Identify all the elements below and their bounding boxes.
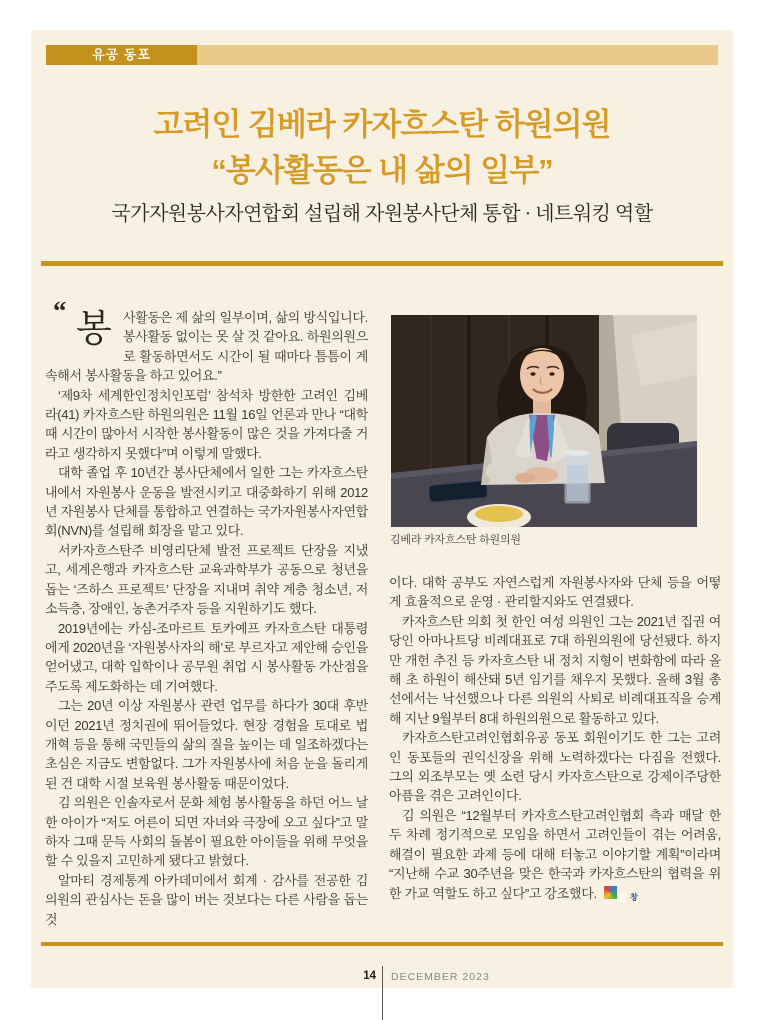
photo-caption: 김베라 카자흐스탄 하원의원: [390, 534, 521, 546]
article-paragraph: 대학 졸업 후 10년간 봉사단체에서 일한 그는 카자흐스탄 내에서 자원봉사 운동을 발전시키고 대중화하기 위해 2012년 자원봉사 단체를 통합하고 연결하는 국가자원봉사자연합회(NVN)를 설립해 회장을 맡고 있다.: [45, 465, 369, 539]
right-column: [389, 573, 721, 903]
issue-date: DECEMBER 2023: [391, 971, 490, 983]
open-quote-mark: “: [53, 296, 67, 326]
article-paragraph: ‘제9차 세계한인정치인포럼’ 참석차 방한한 고려인 김베라(41) 카자흐스탄 하원의원은 11월 16일 언론과 만나 “대학 때 시간이 많아서 시작한 봉사활동이 많은 것을 가져다줄 거라고 생각하지 못했다”며 이렇게 말했다.: [45, 387, 368, 461]
page-number: 14: [363, 970, 376, 982]
article-paragraph: 카자흐스탄 의회 첫 한인 여성 의원인 그는 2021년 집권 여당인 아마나트당 비례대표로 7대 하원의원에 당선됐다. 하지만 개헌 추진 등 카자흐스탄 내 정치 지형이 변화함에 따라 올해 초 하원이 해산돼 5년 임기를 채우지 못했다. 올해 3월 총선에서는 낙선했으나 다른 의원의 사퇴로 비례대표직을 승계해 지난 9월부터 8대 하원의원으로 활동하고 있다.: [389, 613, 721, 726]
article-title-line1: 고려인 김베라 카자흐스탄 하원의원: [153, 107, 611, 142]
end-mark-logo-icon: 창: [604, 886, 617, 899]
paragraph-text: 사활동은 제 삶의 일부이며, 삶의 방식입니다. 봉사활동 없이는 못 살 것 같아요. 하원의원으로 활동하면서도 시간이 될 때마다 틈틈이 계속해서 봉사활동을 하고 있어요.”: [45, 310, 368, 384]
article-paragraph: 김 의원은 인솔자로서 문화 체험 봉사활동을 하던 어느 날 한 아이가 “저도 어른이 되면 자녀와 극장에 오고 싶다”고 말하자 그때 문득 사회의 돌봄이 필요한 아이들을 위해 무엇을 할 수 있을지 고민하게 됐다고 밝혔다.: [45, 795, 368, 869]
drop-cap-character: 봉: [76, 308, 112, 349]
article-header: [31, 102, 733, 227]
footer-divider: [382, 966, 383, 1020]
top-divider: [41, 261, 723, 266]
article-paragraph: 카자흐스탄고려인협회유공 동포 회원이기도 한 그는 고려인 동포들의 권익신장을 위해 노력하겠다는 다짐을 전했다. 그의 외조부모는 옛 소련 당시 카자흐스탄으로 강제이주당한 아픔을 겪은 고려인이다.: [389, 730, 721, 804]
article-paragraph: 서카자흐스탄주 비영리단체 발전 프로젝트 단장을 지냈고, 세계은행과 카자흐스탄 교육과학부가 공동으로 청년을 돕는 ‘즈하스 프로젝트’ 단장을 지내며 취약 계층 청소년, 저소득층, 장애인, 농촌거주자 등을 지원하기도 했다.: [45, 542, 368, 617]
article-photo: [391, 315, 697, 527]
article-paragraph: [45, 296, 368, 386]
article-subtitle: 국가자원봉사자연합회 설립해 자원봉사단체 통합 · 네트워킹 역할: [111, 203, 653, 225]
left-column: [45, 296, 369, 929]
article-paragraph: 그는 20년 이상 자원봉사 관련 업무를 하다가 30대 후반이던 2021년 정치권에 뛰어들었다. 현장 경험을 토대로 법 개혁 등을 통해 국민들의 삶의 질을 높이는 데 일조하겠다는 초심은 지금도 변함없다. 그가 자원봉사에 처음 눈을 돌리게 된 건 대학 시절 보육원 봉사활동 때문이었다.: [45, 698, 368, 791]
section-tag-bar: [197, 45, 718, 65]
article-panel: [31, 30, 733, 988]
article-paragraph: 2019년에는 카심-조마르트 토카예프 카자흐스탄 대통령에게 2020년을 ‘자원봉사자의 해’로 부르자고 제안해 승인을 얻어냈고, 대학 입학이나 공무원 취업 시 봉사활동 가산점을 주도록 제도화하는 데 기여했다.: [45, 620, 368, 694]
bottom-divider: [41, 942, 723, 946]
article-paragraph: 이다. 대학 공부도 자연스럽게 자원봉사자와 단체 등을 어떻게 효율적으로 운영 · 관리할지와도 연결됐다.: [389, 575, 721, 610]
photo-illustration: [391, 315, 697, 527]
paragraph-text: 김 의원은 “12월부터 카자흐스탄고려인협회 측과 매달 한두 차례 정기적으로 모임을 하면서 고려인들이 겪는 어려움, 해결이 필요한 과제 등에 대해 터놓고 이야기할 계획”이라며 “지난해 수교 30주년을 맞은 한국과 카자흐스탄의 협력을 위한 가교 역할도 하고 싶다”고 강조했다.: [389, 807, 721, 901]
article-paragraph: [389, 806, 721, 903]
drop-cap: [45, 296, 123, 349]
article-paragraph: 알마티 경제통계 아카데미에서 회계 · 감사를 전공한 김 의원의 관심사는 돈을 많이 버는 것보다는 다른 사람을 돕는 것: [45, 872, 368, 927]
article-title-line2: “봉사활동은 내 삶의 일부”: [211, 153, 553, 188]
section-tag: 유공 동포: [46, 45, 197, 65]
